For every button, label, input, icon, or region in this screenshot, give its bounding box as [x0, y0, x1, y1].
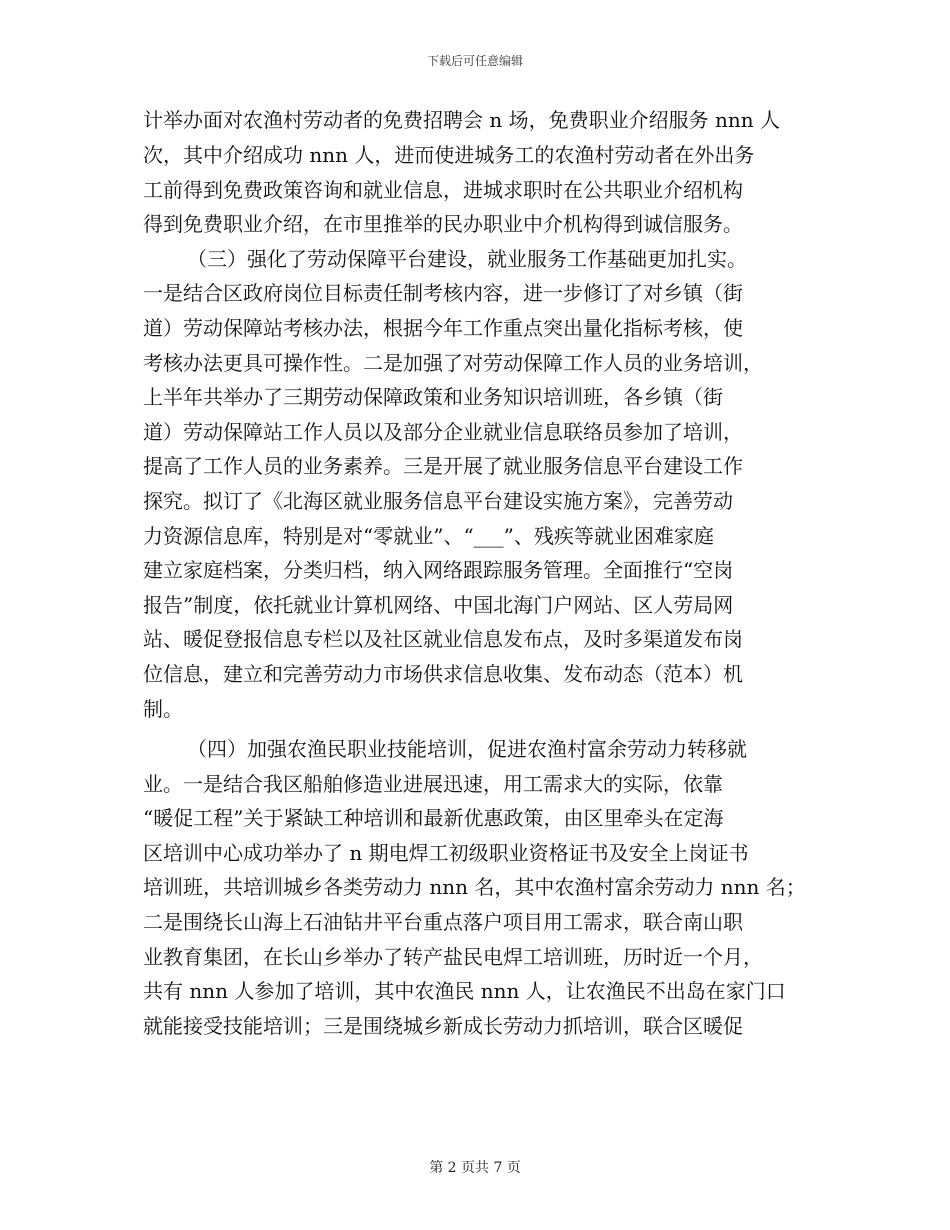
text-line: 二是围绕长山海上石油钻井平台重点落户项目用工需求，联合南山职	[143, 910, 743, 934]
text-line: 制。	[143, 697, 183, 721]
text-line: 次，其中介绍成功 nnn 人，进而使进城务工的农渔村劳动者在外出务	[143, 143, 755, 167]
text-line: 上半年共举办了三期劳动保障政策和业务知识培训班，各乡镇（街	[143, 385, 723, 409]
text-line: 道）劳动保障站考核办法，根据今年工作重点突出量化指标考核，使	[143, 316, 743, 340]
text-line: 共有 nnn 人参加了培训，其中农渔民 nnn 人，让农渔民不出岛在家门口	[143, 979, 786, 1003]
text-line: 计举办面对农渔村劳动者的免费招聘会 n 场，免费职业介绍服务 nnn 人	[143, 108, 780, 132]
page-header: 下载后可任意编辑	[426, 54, 523, 68]
text-line: 力资源信息库，特别是对“零就业”、“___”、残疾等就业困难家庭	[143, 524, 714, 548]
text-line: 培训班，共培训城乡各类劳动力 nnn 名，其中农渔村富余劳动力 nnn 名；	[143, 875, 806, 899]
text-line: 道）劳动保障站工作人员以及部分企业就业信息联络员参加了培训，	[143, 420, 743, 444]
section-heading-three: （三）强化了劳动保障平台建设，就业服务工作基础更加扎实。	[187, 247, 747, 271]
text-line: 提高了工作人员的业务素养。三是开展了就业服务信息平台建设工作	[143, 454, 743, 478]
text-line: 一是结合区政府岗位目标责任制考核内容，进一步修订了对乡镇（街	[143, 281, 743, 305]
text-line: 探究。拟订了《北海区就业服务信息平台建设实施方案》，完善劳动	[143, 489, 733, 513]
text-line: 站、暖促登报信息专栏以及社区就业信息发布点，及时多渠道发布岗	[143, 627, 743, 651]
section-heading-four: （四）加强农渔民职业技能培训，促进农渔村富余劳动力转移就	[187, 737, 747, 761]
text-line: 考核办法更具可操作性。二是加强了对劳动保障工作人员的业务培训，	[143, 351, 763, 375]
text-line: 位信息，建立和完善劳动力市场供求信息收集、发布动态（范本）机	[143, 662, 743, 686]
text-line: 业。一是结合我区船舶修造业进展迅速，用工需求大的实际，依靠	[143, 772, 723, 796]
text-line: 业教育集团，在长山乡举办了转产盐民电焊工培训班，历时近一个月，	[143, 945, 763, 969]
text-line: 工前得到免费政策咨询和就业信息，进城求职时在公共职业介绍机构	[143, 178, 743, 202]
text-line: 得到免费职业介绍，在市里推举的民办职业中介机构得到诚信服务。	[143, 212, 743, 236]
text-line: 报告”制度，依托就业计算机网络、中国北海门户网站、区人劳局网	[143, 593, 734, 617]
page-number: 第 2 页共 7 页	[429, 1160, 521, 1176]
text-line: “暖促工程”关于紧缺工种培训和最新优惠政策，由区里牵头在定海	[143, 806, 724, 830]
text-line: 建立家庭档案，分类归档，纳入网络跟踪服务管理。全面推行“空岗	[143, 558, 734, 582]
text-line: 就能接受技能培训；三是围绕城乡新成长劳动力抓培训，联合区暖促	[143, 1014, 743, 1038]
text-line: 区培训中心成功举办了 n 期电焊工初级职业资格证书及安全上岗证书	[143, 841, 749, 865]
